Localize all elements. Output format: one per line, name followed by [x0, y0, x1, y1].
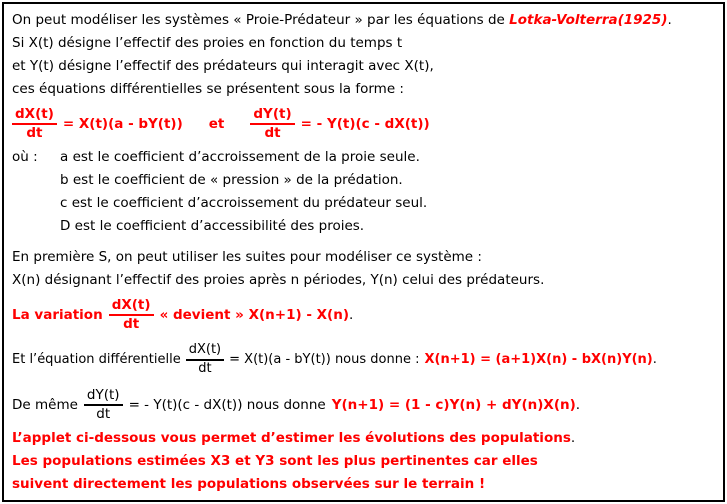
coefficient-row-b — [12, 169, 719, 192]
recurrence-y-period: . — [575, 396, 581, 413]
recurrence-x-result: X(n+1) = (a+1)X(n) - bX(n)Y(n) — [424, 352, 653, 367]
differential-system-equation — [12, 101, 719, 146]
suites-line-1: En première S, on peut utiliser les suites pour modéliser ce système : — [12, 249, 482, 265]
fraction-denominator: dt — [96, 405, 111, 422]
document-frame — [2, 2, 725, 502]
coefficient-row-d — [12, 215, 719, 238]
equation-conjunction: et — [208, 115, 225, 132]
recurrence-x-result-wrap — [424, 352, 656, 367]
fraction-denominator: dt — [264, 124, 281, 141]
recurrence-y-result-wrap — [332, 397, 580, 413]
coefficient-d-definition: D est le coefficient d’accessibilité des proies. — [60, 218, 365, 234]
intro-line-1-period: . — [667, 12, 672, 28]
fraction-dX-dt — [186, 343, 224, 376]
fraction-dY-dt — [84, 388, 123, 422]
lotka-volterra-reference: Lotka-Volterra(1925) — [509, 12, 668, 28]
where-label: où : — [12, 149, 38, 165]
recurrence-x-period: . — [652, 352, 657, 367]
variation-pre-text: La variation — [12, 306, 103, 323]
intro-line-1-text: On peut modéliser les systèmes « Proie-Prédateur » par les équations de — [12, 12, 510, 28]
coefficient-row-a — [12, 146, 719, 169]
recurrence-y-result: Y(n+1) = (1 - c)Y(n) + dY(n)X(n) — [331, 396, 576, 413]
fraction-denominator: dt — [123, 315, 140, 332]
applet-note-line-1-text: L’applet ci-dessous vous permet d’estimer les évolutions des populations — [12, 430, 571, 446]
coefficient-c-definition: c est le coefficient d’accroissement du prédateur seul. — [60, 195, 428, 211]
recurrence-x-pre-text: Et l’équation différentielle — [12, 352, 181, 367]
fraction-dX-dt — [109, 298, 154, 332]
fraction-numerator: dY(t) — [84, 388, 123, 406]
fraction-numerator: dX(t) — [186, 343, 224, 360]
coefficient-a-definition: a est le coefficient d’accroissement de la proie seule. — [60, 149, 420, 165]
fraction-numerator: dY(t) — [250, 107, 294, 125]
recurrence-y-mid-text: = - Y(t)(c - dX(t)) nous donne — [128, 396, 326, 413]
recurrence-y-line — [12, 382, 719, 427]
equation-predator-rhs: = - Y(t)(c - dX(t)) — [300, 115, 430, 132]
recurrence-y-pre-text: De même — [12, 396, 78, 413]
fraction-denominator: dt — [26, 124, 43, 141]
intro-line-2: Si X(t) désigne l’effectif des proies en fonction du temps t — [12, 35, 403, 51]
applet-note-line-3: suivent directement les populations observées sur le terrain ! — [12, 476, 486, 492]
suites-line-2: X(n) désignant l’effectif des proies après n périodes, Y(n) celui des prédateurs. — [12, 272, 545, 288]
intro-line-4: ces équations différentielles se présentent sous la forme : — [12, 81, 404, 97]
variation-line — [12, 292, 719, 337]
where-label-spacer — [12, 215, 60, 238]
fraction-numerator: dX(t) — [109, 298, 154, 316]
applet-note-line-1-period: . — [570, 430, 576, 446]
recurrence-x-line — [12, 337, 719, 382]
coefficient-b-definition: b est le coefficient de « pression » de la prédation. — [60, 172, 403, 188]
equation-prey-rhs: = X(t)(a - bY(t)) — [62, 115, 183, 132]
variation-period: . — [349, 306, 354, 323]
coefficient-row-c — [12, 192, 719, 215]
applet-note-line-2: Les populations estimées X3 et Y3 sont les plus pertinentes car elles — [12, 453, 538, 469]
fraction-dX-dt — [12, 107, 57, 141]
where-label-spacer — [12, 192, 60, 215]
intro-line-3: et Y(t) désigne l’effectif des prédateurs qui interagit avec X(t), — [12, 58, 434, 74]
fraction-dY-dt — [250, 107, 294, 141]
fraction-numerator: dX(t) — [12, 107, 57, 125]
where-label-spacer — [12, 169, 60, 192]
fraction-denominator: dt — [198, 360, 212, 376]
variation-result: « devient » X(n+1) - X(n) — [159, 306, 349, 323]
applet-note-line-1 — [12, 427, 719, 450]
intro-line-1 — [12, 9, 719, 32]
variation-result-wrap — [160, 307, 354, 323]
recurrence-x-mid-text: = X(t)(a - bY(t)) nous donne : — [229, 352, 420, 367]
